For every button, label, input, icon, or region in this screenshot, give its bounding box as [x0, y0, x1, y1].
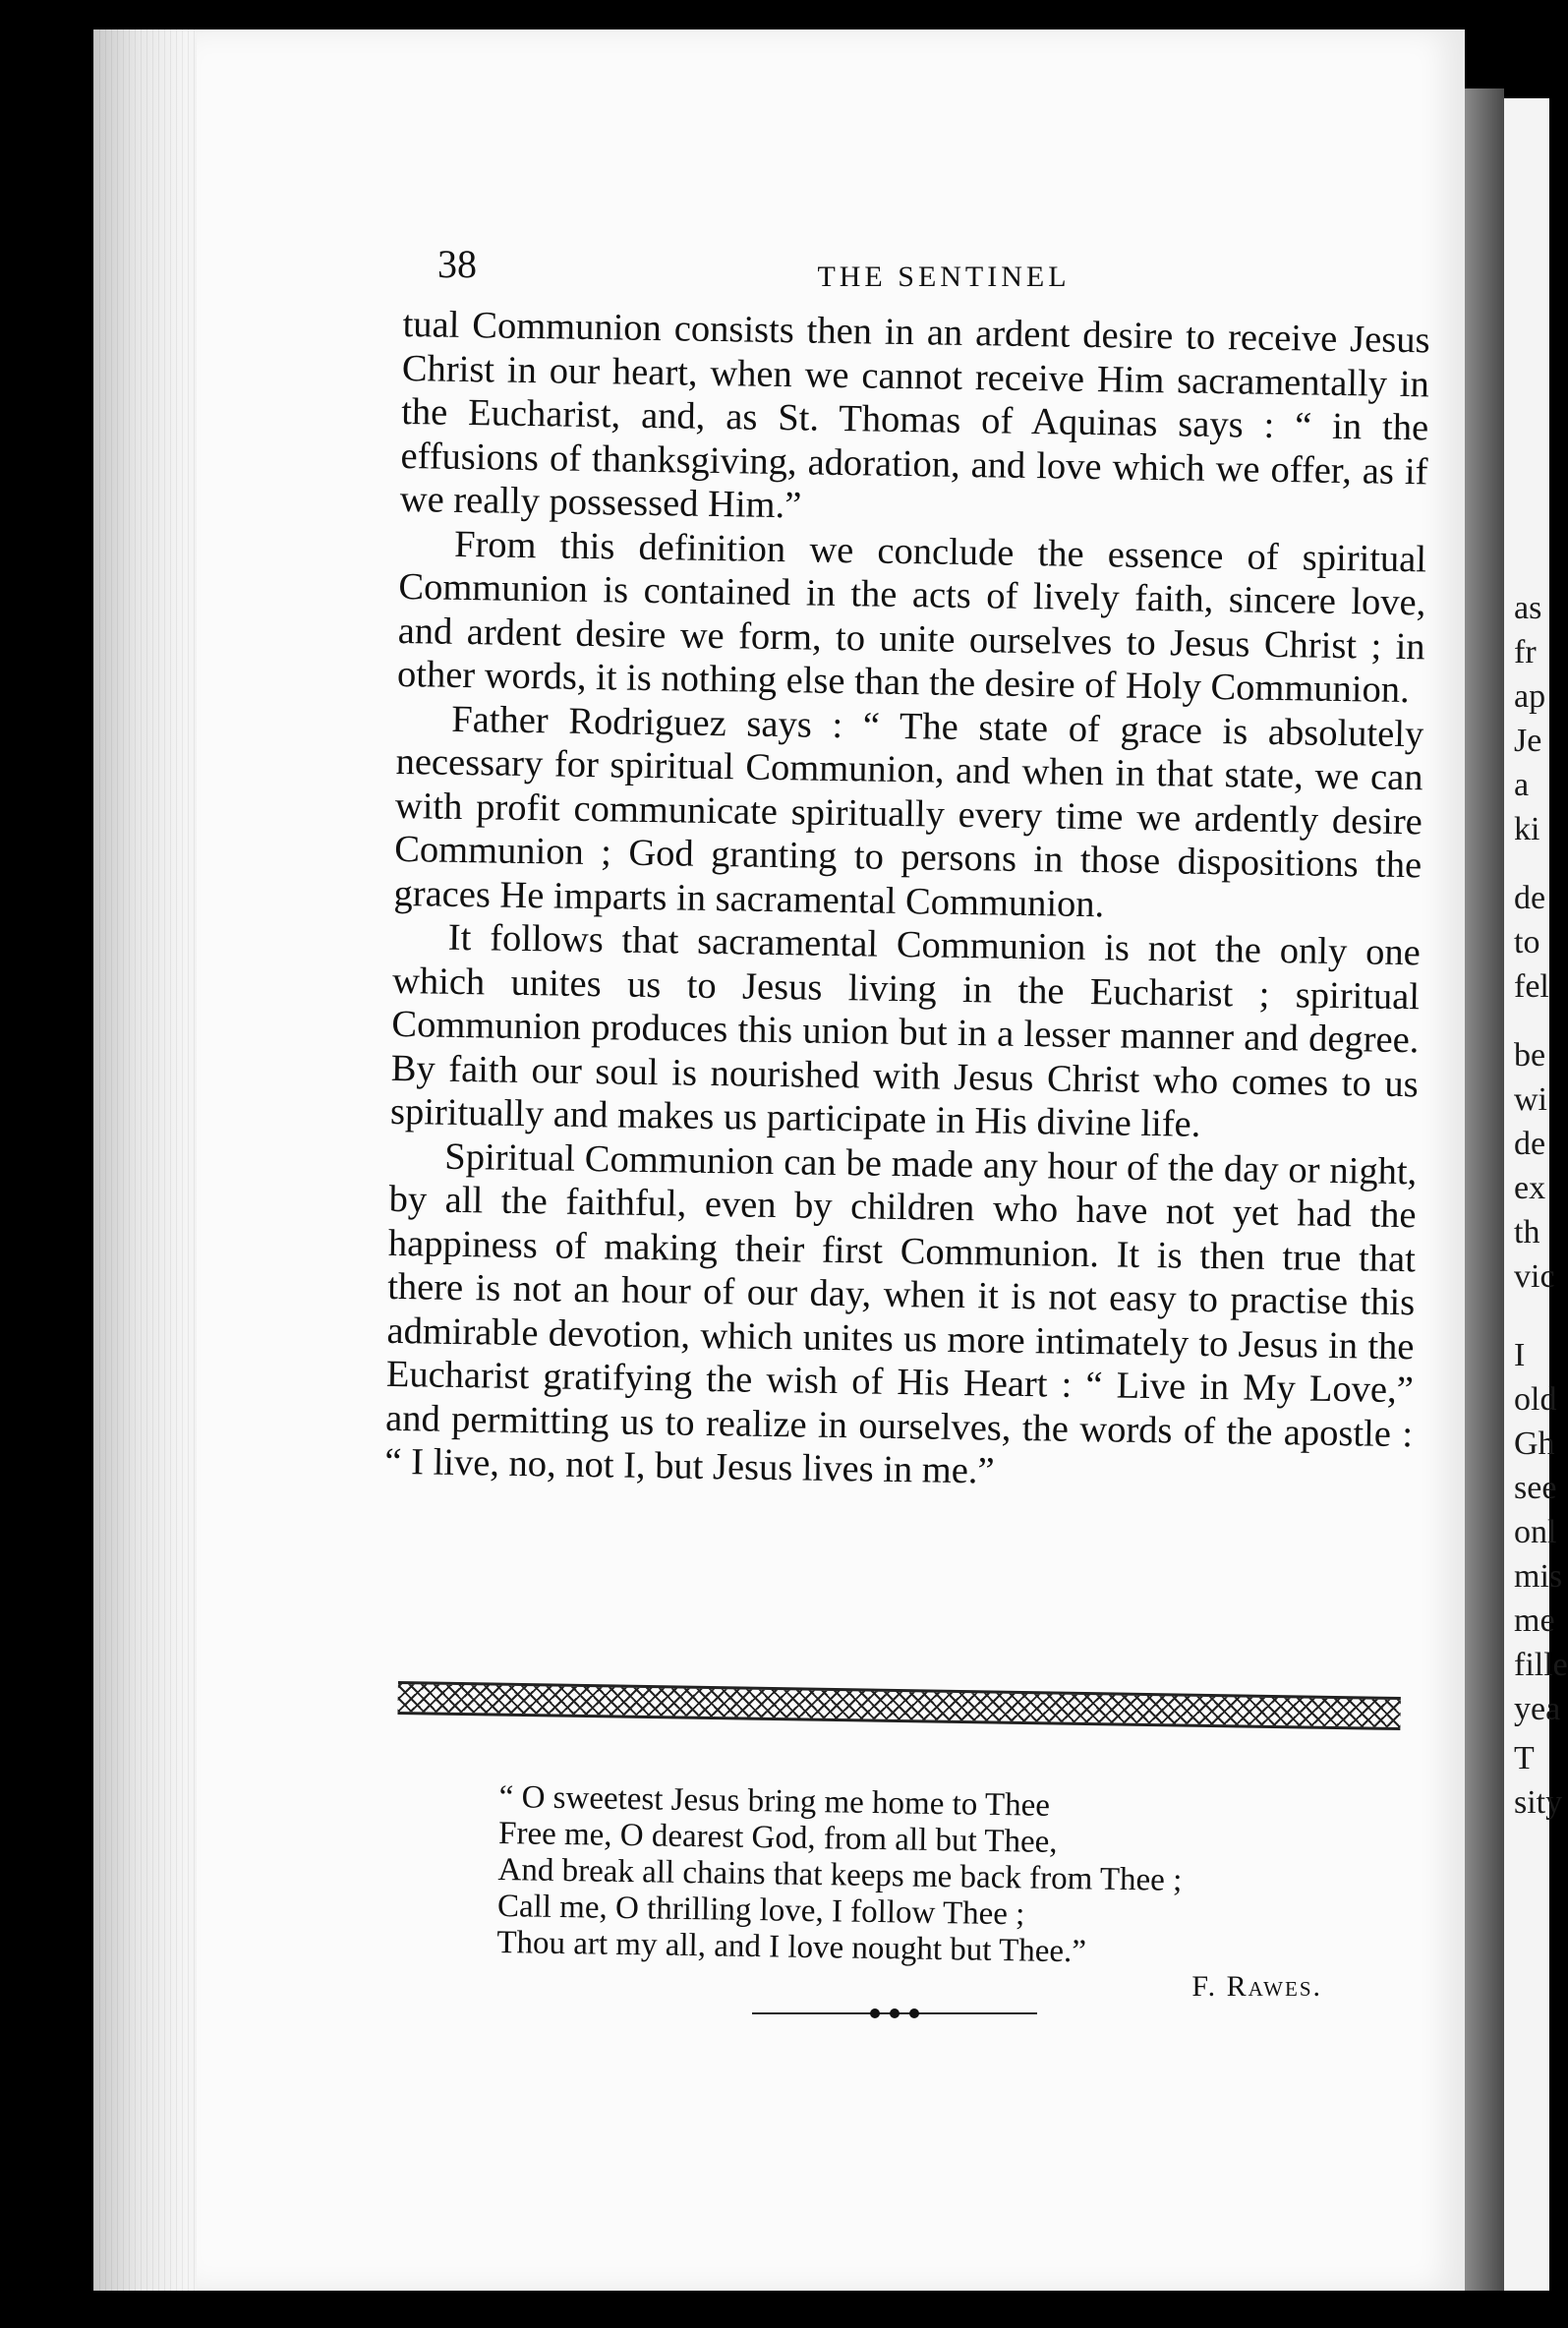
facing-page-fragment: ex	[1514, 1170, 1546, 1206]
page-number: 38	[437, 242, 477, 286]
facing-page-fragment: a	[1514, 767, 1530, 803]
book-gutter	[1465, 88, 1504, 2291]
facing-page-fragment: as	[1514, 590, 1542, 626]
poem-line: Call me, O thrilling love, I follow Thee ;	[496, 1888, 1025, 1933]
end-rule-divider	[752, 2008, 1037, 2018]
facing-page-fragment: be	[1514, 1037, 1546, 1074]
facing-page-fragment: see	[1514, 1470, 1557, 1506]
facing-page-fragment: Gh	[1514, 1426, 1555, 1462]
facing-page-fragment: ap	[1514, 678, 1546, 715]
facing-page-fragment: wi	[1514, 1081, 1547, 1118]
facing-page-fragment: to	[1514, 924, 1540, 960]
poem-attribution: F. Rawes.	[1191, 1970, 1322, 2003]
facing-page-fragment: onl	[1514, 1514, 1557, 1550]
paragraph: Spiritual Communion can be made any hour of the day or night, by all the faithful, even by children who have not yet had the happiness of making their first Communion. It is then true that there is not an hour of our day, when it is not easy to practise this admirable devotion, which unites us more intimately to Jesus in the Eucharist gratifying the wish of His Heart : “ Live in My Love,” and permitting us to realize in ourselves, the words of the apostle : “ I live, no, not I, but Jesus lives in me.”	[384, 1135, 1418, 1492]
facing-page-fragment: th	[1514, 1214, 1540, 1251]
poem	[496, 1779, 1335, 1974]
poem-line: And break all chains that keeps me back from Thee ;	[497, 1851, 1183, 1898]
facing-page-fragment: de	[1514, 1126, 1546, 1162]
body-text	[384, 303, 1430, 1500]
page-header	[437, 241, 1450, 300]
running-head: THE SENTINEL	[817, 261, 1071, 293]
facing-page-edge	[1504, 98, 1568, 2291]
paragraph: Father Rodriguez says : “ The state of grace is absolutely necessary for spiritual Communion, and when in that state, we can with profit communicate spiritually every time we ardently desire Communion ; God granting to persons in those dispositions the graces He imparts in sacramental Communion.	[393, 698, 1424, 925]
facing-page-fragment: mis	[1514, 1558, 1563, 1595]
paragraph: tual Communion consists then in an ardent desire to receive Jesus Christ in our heart, when we cannot receive Him sacramentally in the Eucharist, and, as St. Thomas of Aquinas says : “ in the effusions of thanksgiving, adoration, and love which we offer, as if we really possessed Him.”	[399, 303, 1430, 527]
facing-page-fragment: me	[1514, 1602, 1555, 1639]
facing-page-fragment: old	[1514, 1381, 1557, 1418]
facing-page-fragment: fille	[1514, 1647, 1568, 1683]
paragraph: From this definition we conclude the essence of spiritual Communion is contained in the acts of lively faith, sincere love, and ardent desire we form, to unite ourselves to Jesus Christ ; in other words, it is nothing else than the desire of Holy Communion.	[396, 523, 1427, 712]
facing-page-fragment: T	[1514, 1740, 1535, 1776]
poem-line: “ O sweetest Jesus bring me home to Thee	[498, 1779, 1051, 1824]
facing-page-fragment: fr	[1514, 634, 1537, 670]
facing-page-fragment: Je	[1514, 723, 1542, 759]
poem-line: Thou art my all, and I love nought but Thee.”	[496, 1924, 1087, 1970]
facing-page-fragment: vic	[1514, 1258, 1555, 1295]
facing-page-fragment: sity	[1514, 1784, 1563, 1821]
facing-page-fragment: yea	[1514, 1691, 1561, 1727]
poem-line: Free me, O dearest God, from all but Thee,	[497, 1815, 1058, 1860]
facing-page-fragment: ki	[1514, 811, 1540, 847]
facing-page-fragment: I	[1514, 1337, 1526, 1373]
paragraph: It follows that sacramental Communion is not the only one which unites us to Jesus living in the Eucharist ; spiritual Communion produces this union but in a lesser manner and degree. By faith our soul is nourished with Jesus Christ who comes to us spiritually and makes us participate in His divine life.	[389, 916, 1422, 1145]
facing-page-fragment: fel	[1514, 968, 1549, 1005]
facing-page-fragment: de	[1514, 880, 1546, 916]
